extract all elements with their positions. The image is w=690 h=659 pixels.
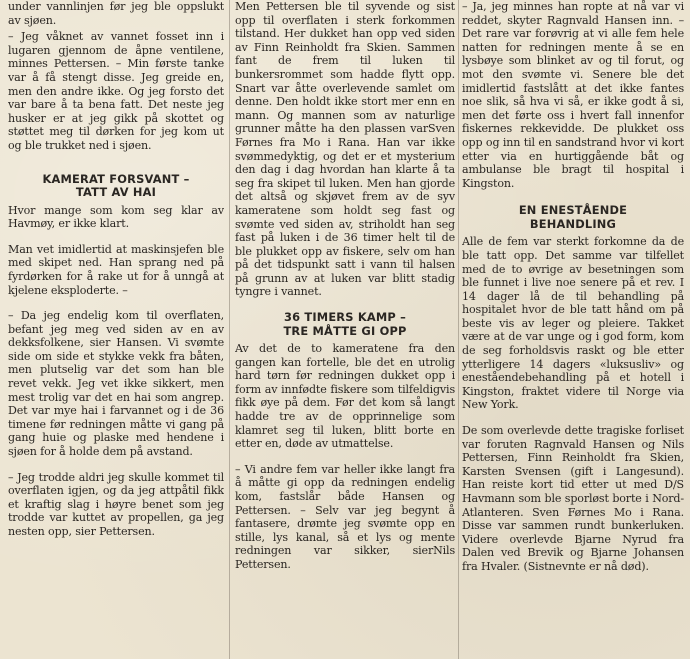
article-column-1 (8, 0, 224, 659)
spacer (8, 297, 224, 309)
paragraph: – Jeg våknet av vannet fosset inn i lugaren gjennom de åpne ventilene, minnes Pettersen. – Min første tanke var å få stengt disse. Jeg greide en, men den andre ikke. Og jeg forsto det var bare å ta bena fatt. Det neste jeg husker er at jeg gikk på skottet og støttet meg til dørken for jeg kom ut og ble trukket ned i sjøen. (8, 30, 224, 152)
subheading-line: 36 TIMERS KAMP – (283, 310, 407, 325)
article-column-2 (235, 0, 455, 659)
paragraph: – Da jeg endelig kom til overflaten, befant jeg meg ved siden av en av dekksfolkene, sier Hansen. Vi svømte side om side et stykke vekk fra båten, men plutselig var det som han ble revet vekk. Jeg vet ikke sikkert, men mest trolig var det en hai som angrep. Det var mye hai i farvannet og i de 36 timene før redningen måtte vi gang på gang huie og plaske med hendene i sjøen for å holde dem på avstand. (8, 309, 224, 459)
paragraph: Men Pettersen ble til syvende og sist opp til overflaten i sterk forkommen tilstand. Her dukket han opp ved siden av Finn Reinholdt fra Skien. Sammen fant de frem til luken til bunkersrommet som hadde flytt opp. Snart var åtte overlevende samlet om denne. Den holdt ikke stort mer enn en mann. Og mannen som av naturlige grunner måtte ha den plassen varSven Førnes fra Mo i Rana. Han var ikke svømmedyktig, og det er et mysterium den dag i dag hvordan han klarte å ta seg fra skipet til luken. Men han gjorde det altså og skjøvet frem av de syv kameratene som holdt seg fast og svømte ved siden av, striholdt han seg fast på luken i de 36 timer helt til de ble plukket opp av fiskere, selv om han på det tidspunkt satt i vann til halsen på grunn av at luken var blitt stadig tyngre i vannet. (235, 0, 455, 299)
article-column-3 (462, 0, 684, 659)
subheading-line: BEHANDLING (529, 216, 617, 231)
spacer (462, 412, 684, 424)
spacer (8, 231, 224, 243)
paragraph: Man vet imidlertid at maskinsjefen ble med skipet ned. Han sprang ned på fyrdørken for å rake ut for å unngå at kjelene eksploderte. – (8, 242, 224, 297)
subheading-line: TRE MÅTTE GI OPP (283, 323, 407, 338)
subheading-line: KAMERAT FORSVANT – (42, 171, 190, 186)
column-rule (229, 0, 230, 659)
spacer (8, 459, 224, 471)
paragraph: Hvor mange som kom seg klar av Havmøy, er ikke klart. (8, 203, 224, 231)
paragraph: De som overlevde dette tragiske forliset var foruten Ragnvald Hansen og Nils Pettersen, Finn Reinholdt fra Skien, Karsten Svensen (gift i Langesund). Han reiste kort tid etter ut med D/S Havmann som ble sporløst borte i Nord-Atlanteren. Sven Førnes Mo i Rana. Disse var sammen rundt bunkerluken. Videre overlevde Bjarne Nyrud fra Dalen ved Brevik og Bjarne Johansen fra Hvaler. (Sistnevnte er nå død). (462, 424, 684, 573)
subheading-line: EN ENESTÅENDE (518, 203, 628, 218)
paragraph: – Jeg trodde aldri jeg skulle kommet til overflaten igjen, og da jeg attpåtil fikk et kraftig slag i høyre benet som jeg trodde var kuttet av propellen, ga jeg nesten opp, sier Pettersen. (8, 470, 224, 538)
paragraph: Alle de fem var sterkt forkomne da de ble tatt opp. Det samme var tilfellet med de to øvrige av besetningen som ble funnet i live noe senere på et rev. I 14 dager lå de til behandling på hospitalet hvor de ble tatt hånd om på beste vis av leger og pleiere. Takket være at de var unge og i god form, kom de seg forholdsvis raskt og ble etter ytterligere 14 dagers «luksusliv» og eneståendebehandling på et hotell i Kingston, fraktet videre til Norge via New York. (462, 235, 684, 412)
spacer (235, 451, 455, 463)
subheading (235, 311, 455, 338)
subheading (462, 204, 684, 231)
subheading-line: TATT AV HAI (75, 185, 157, 200)
paragraph: Av det de to kameratene fra den gangen kan fortelle, ble det en utrolig hard tørn før redningen dukket opp i form av innfødte fiskere som tilfeldigvis fikk øye på dem. Før det kom så langt hadde tre av de opprinnelige som klamret seg til luken, blitt borte en etter en, døde av utmattelse. (235, 342, 455, 451)
column-rule (458, 0, 459, 659)
subheading (8, 173, 224, 200)
paragraph: – Vi andre fem var heller ikke langt fra å måtte gi opp da redningen endelig kom, fastslår både Hansen og Pettersen. – Selv var jeg begynt å fantasere, drømte jeg svømte opp en stille, lys kanal, så et lys og mente redningen var sikker, sierNils Pettersen. (235, 462, 455, 571)
paragraph: – Ja, jeg minnes han ropte at nå var vi reddet, skyter Ragnvald Hansen inn. – Det rare var forøvrig at vi alle fem hele natten for redningen mente å se en lysbøye som blinket av og til forut, og mot den svømte vi. Senere ble det imidlertid fastslått at det ikke fantes noe slik, så hva vi så, er ikke godt å si, men det førte oss i hvert fall innenfor fiskernes rekkevidde. De plukket oss opp og inn til en sandstrand hvor vi kort etter via en hurtiggående båt og ambulanse ble bragt til hospital i Kingston. (462, 0, 684, 190)
paragraph: under vannlinjen før jeg ble oppslukt av sjøen. (8, 0, 224, 27)
